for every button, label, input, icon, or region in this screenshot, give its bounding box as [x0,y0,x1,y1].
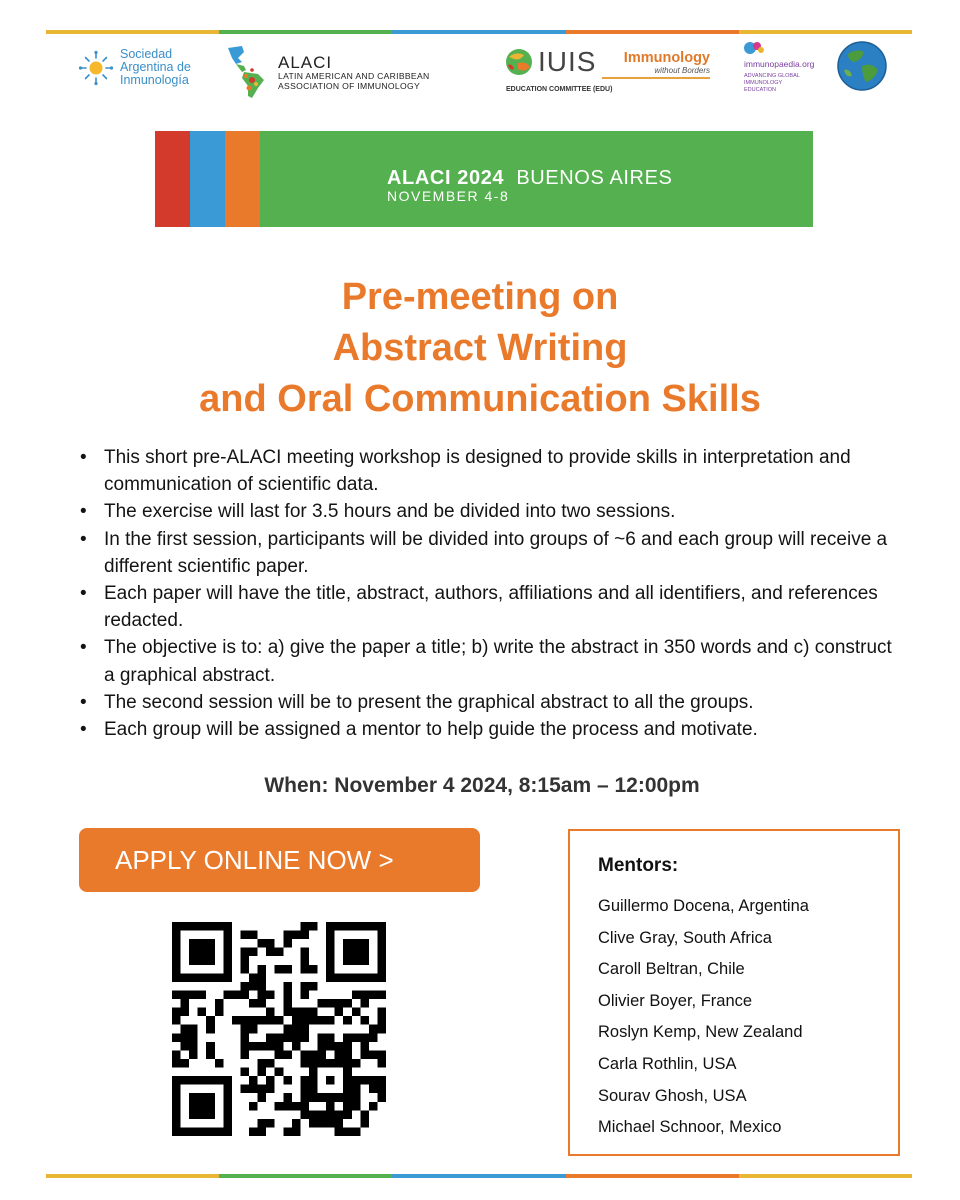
mentor-item: Michael Schnoor, Mexico [598,1118,782,1137]
apply-online-button[interactable]: APPLY ONLINE NOW > [79,828,480,892]
banner-dates: NOVEMBER 4-8 [387,188,510,204]
iuis-name: IUIS [538,46,597,77]
iwb-line1: Immunology [623,50,710,66]
mentors-title: Mentors: [598,855,679,876]
mentor-item: Guillermo Docena, Argentina [598,897,809,915]
stripe-segment [566,30,739,34]
sai-line1: Sociedad [120,47,173,61]
immunology-without-borders-logo [602,50,710,79]
sai-line2: Argentina de [120,60,191,74]
banner-orange-bar [225,131,260,227]
mentor-item: Clive Gray, South Africa [598,928,772,947]
stripe-segment [566,1174,739,1178]
earth-globe-icon [836,40,888,92]
list-item: • Each paper will have the title, abstract, authors, affiliations and all identifiers, and references redacted. [76,580,906,634]
list-item: • The second session will be to present the graphical abstract to all the groups. [76,689,906,716]
immunopaedia-logo [740,40,890,93]
immunopaedia-tagline: ADVANCING GLOBAL IMMUNOLOGY EDUCATION [744,73,800,93]
americas-map-icon [222,44,272,100]
list-item: • In the first session, participants will be divided into groups of ~6 and each group will receive a different scientific paper. [76,526,906,580]
sun-icon [78,50,114,86]
iuis-logo [504,46,596,78]
mentor-item: Carla Rothlin, USA [598,1054,737,1073]
stripe-segment [46,1174,219,1178]
mentor-item: Sourav Ghosh, USA [598,1086,747,1105]
stripe-segment [392,1174,565,1178]
immunopaedia-name: immunopaedia.org [744,59,815,69]
iuis-edu-committee: EDUCATION COMMITTEE (EDU) [506,86,613,93]
event-time: When: November 4 2024, 8:15am – 12:00pm [264,774,700,797]
sai-line3: Inmunología [120,73,189,87]
workshop-details-list [76,444,906,743]
sai-logo [78,48,191,87]
list-item: • The objective is to: a) give the paper a title; b) write the abstract in 350 words and c) construct a graphical abstract. [76,634,906,688]
iwb-line2: without Borders [654,66,710,75]
stripe-segment [219,30,392,34]
bottom-color-stripe [46,1174,912,1178]
banner-event: ALACI 2024 [387,167,505,189]
list-item: • The exercise will last for 3.5 hours and be divided into two sessions. [76,498,906,525]
banner-city: BUENOS AIRES [516,167,673,189]
alaci-logo [222,44,430,100]
title-line1: Pre-meeting on [341,276,619,318]
globe-icon [504,47,534,77]
stripe-segment [46,30,219,34]
page-title [0,272,960,425]
stripe-segment [392,30,565,34]
banner-red-bar [155,131,190,227]
title-line2: Abstract Writing [332,327,628,369]
stripe-segment [739,1174,912,1178]
alaci-name: ALACI [278,52,333,72]
banner-blue-bar [190,131,225,227]
mentor-item: Roslyn Kemp, New Zealand [598,1023,803,1042]
list-item: • This short pre-ALACI meeting workshop is designed to provide skills in interpretation and communication of scientific data. [76,444,906,498]
list-item: • Each group will be assigned a mentor to help guide the process and motivate. [76,716,906,743]
top-color-stripe [46,30,912,34]
event-banner [155,131,813,227]
mentors-box [568,829,900,1156]
stripe-segment [219,1174,392,1178]
mentor-item: Olivier Boyer, France [598,991,753,1010]
qr-code[interactable] [172,922,386,1136]
mentor-item: Caroll Beltran, Chile [598,960,745,979]
alaci-sub2: ASSOCIATION OF IMMUNOLOGY [278,80,420,91]
stripe-segment [739,30,912,34]
alaci-sub1: LATIN AMERICAN AND CARIBBEAN [278,70,430,81]
cell-icon [742,40,766,56]
title-line3: and Oral Communication Skills [199,378,761,420]
